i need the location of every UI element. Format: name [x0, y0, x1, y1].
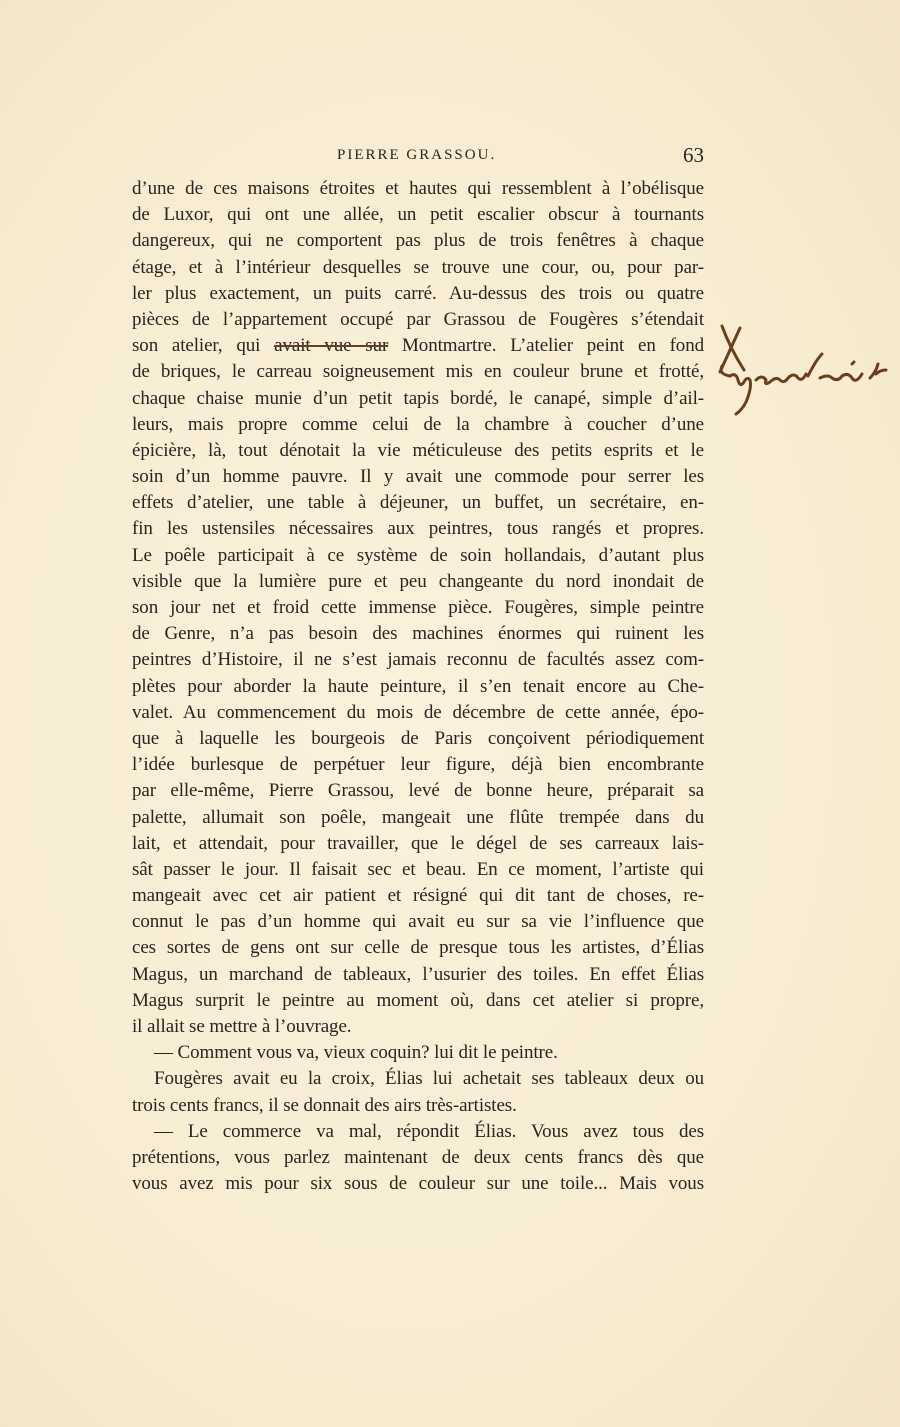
text-line: lait, et attendait, pour travailler, que le dégel de ses carreaux lais-	[132, 832, 704, 854]
text-segment: son atelier, qui	[132, 335, 275, 357]
text-line: étage, et à l’intérieur desquelles se trouve une cour, ou, pour par-	[132, 256, 704, 278]
text-line: peintres d’Histoire, il ne s’est jamais reconnu de facultés assez com-	[132, 649, 704, 671]
text-line: pièces de l’appartement occupé par Grassou de Fougères s’étendait	[132, 308, 704, 330]
text-line: sât passer le jour. Il faisait sec et beau. En ce moment, l’artiste qui	[132, 858, 704, 880]
text-line: l’idée burlesque de perpétuer leur figure, déjà bien encombrante	[132, 754, 704, 776]
text-segment: Montmartre. L’atelier peint en fond	[388, 335, 704, 357]
text-line: Le poêle participait à ce système de soin hollandais, d’autant plus	[132, 544, 704, 566]
running-title: PIERRE GRASSOU.	[337, 147, 497, 163]
struck-text: avait vue sur	[274, 335, 389, 357]
text-line: effets d’atelier, une table à déjeuner, un buffet, un secrétaire, en-	[132, 492, 704, 514]
text-line: de Luxor, qui ont une allée, un petit escalier obscur à tournants	[132, 204, 704, 226]
text-line: connut le pas d’un homme qui avait eu sur sa vie l’influence que	[132, 911, 704, 933]
page-header	[132, 143, 704, 169]
text-line: Magus surprit le peintre au moment où, dans cet atelier si propre,	[132, 989, 704, 1011]
text-line: ler plus exactement, un puits carré. Au-dessus des trois ou quatre	[132, 282, 704, 304]
text-line: épicière, là, tout dénotait la vie méticuleuse des petits esprits et le	[132, 439, 704, 461]
text-line: dangereux, qui ne comportent pas plus de trois fenêtres à chaque	[132, 230, 704, 252]
page-number: 63	[683, 143, 704, 167]
text-line: leurs, mais propre comme celui de la chambre à coucher d’une	[132, 413, 704, 435]
text-line: trois cents francs, il se donnait des airs très-artistes.	[132, 1094, 517, 1116]
text-line: son jour net et froid cette immense pièce. Fougères, simple peintre	[132, 597, 704, 618]
text-line: fin les ustensiles nécessaires aux peintres, tous rangés et propres.	[132, 518, 704, 540]
handwritten-correction	[700, 318, 900, 428]
text-line: il allait se mettre à l’ouvrage.	[132, 1016, 352, 1037]
text-line: valet. Au commencement du mois de décembre de cette année, épo-	[132, 701, 704, 723]
text-line: de briques, le carreau soigneusement mis en couleur brune et frotté,	[132, 361, 704, 383]
text-line: plètes pour aborder la haute peinture, il s’en tenait encore au Che-	[132, 675, 704, 697]
text-line: que à laquelle les bourgeois de Paris conçoivent périodiquement	[132, 727, 704, 749]
text-line: soin d’un homme pauvre. Il y avait une commode pour serrer les	[132, 466, 704, 488]
text-line: palette, allumait son poêle, mangeait une flûte trempée dans du	[132, 806, 704, 828]
text-line: de Genre, n’a pas besoin des machines énormes qui ruinent les	[132, 623, 704, 645]
text-line: Magus, un marchand de tableaux, l’usurier des toiles. En effet Élias	[132, 963, 704, 985]
text-line: visible que la lumière pure et peu changeante du nord inondait de	[132, 570, 704, 592]
text-line: Fougères avait eu la croix, Élias lui achetait ses tableaux deux ou	[154, 1068, 704, 1090]
text-line: chaque chaise munie d’un petit tapis bordé, le canapé, simple d’ail-	[132, 387, 704, 409]
text-line: d’une de ces maisons étroites et hautes qui ressemblent à l’obélisque	[132, 178, 704, 199]
text-line: mangeait avec cet air patient et résigné qui dit tant de choses, re-	[132, 885, 704, 907]
text-line: prétentions, vous parlez maintenant de deux cents francs dès que	[132, 1146, 704, 1168]
text-line: — Comment vous va, vieux coquin? lui dit le peintre.	[154, 1042, 558, 1064]
text-line: par elle-même, Pierre Grassou, levé de bonne heure, préparait sa	[132, 780, 704, 802]
text-line: — Le commerce va mal, répondit Élias. Vous avez tous des	[154, 1120, 704, 1142]
body-text	[132, 176, 704, 1197]
text-line: ces sortes de gens ont sur celle de presque tous les artistes, d’Élias	[132, 937, 704, 959]
text-line: vous avez mis pour six sous de couleur sur une toile... Mais vous	[132, 1173, 704, 1195]
text-line	[132, 333, 704, 359]
